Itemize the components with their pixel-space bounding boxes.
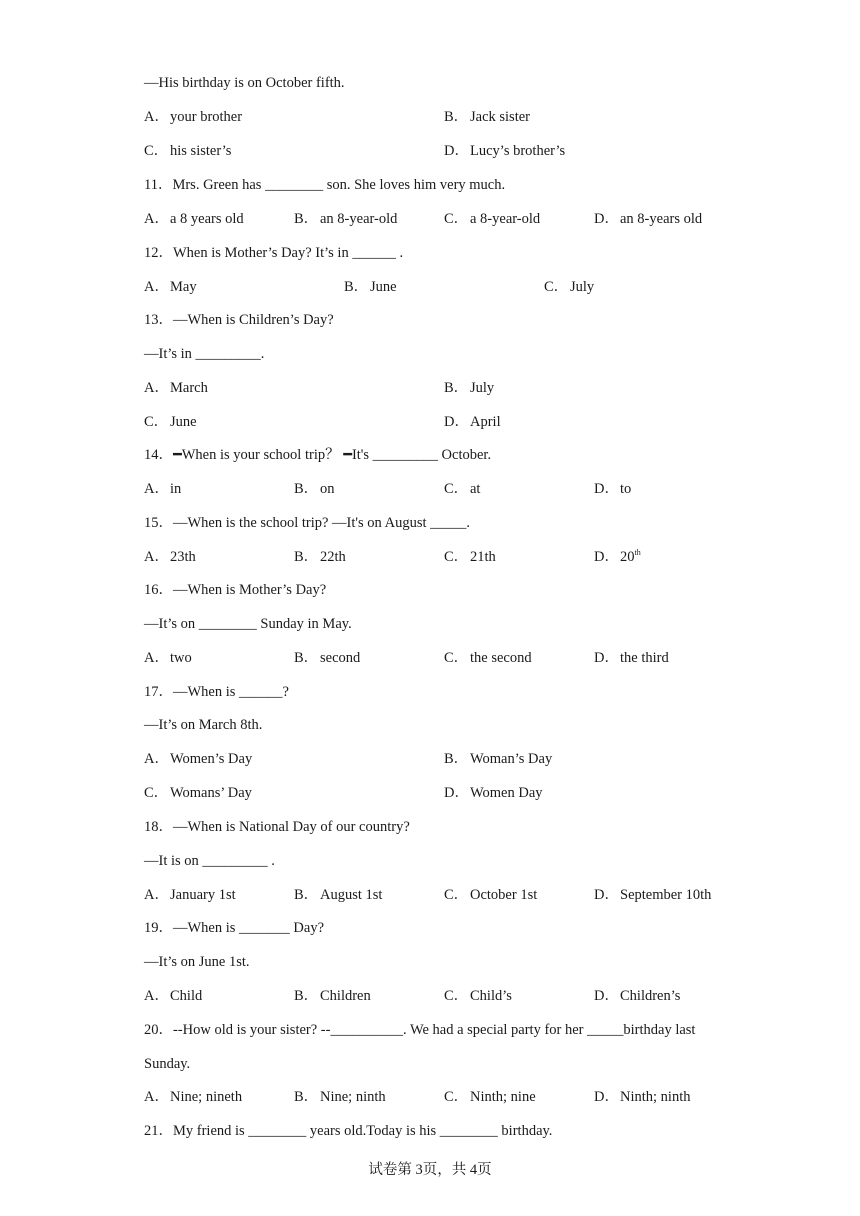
q10-option-b: B． Jack sister	[444, 109, 530, 125]
q10-answer-line: —His birthday is on October fifth.	[144, 75, 345, 91]
q20-stem: 20．--How old is your sister? --__________. We had a special party for her _____birthday last	[144, 1022, 696, 1038]
q13-option-b: B． July	[444, 380, 495, 396]
q11-option-a: A．a 8 years old	[144, 211, 244, 227]
q18-stem: 18．—When is National Day of our country?	[144, 819, 410, 835]
q15-option-b: B． 22th	[294, 549, 346, 565]
q20-option-c: C． Ninth; nine	[444, 1089, 536, 1105]
q16-answer-line: —It’s on ________ Sunday in May.	[144, 616, 352, 632]
q16-option-a: A．two	[144, 650, 192, 666]
q13-option-a: A．March	[144, 380, 208, 396]
q17-answer-line: —It’s on March 8th.	[144, 717, 263, 733]
q14-option-b: B． on	[294, 481, 335, 497]
q18-answer-line: —It is on _________ .	[144, 853, 275, 869]
q12-option-a: A．May	[144, 279, 197, 295]
page-footer: 试卷第 3页，共 4页	[368, 1162, 492, 1178]
q15-option-c: C． 21th	[444, 549, 496, 565]
q20-option-d: D．Ninth; ninth	[594, 1089, 691, 1105]
q11-option-d: D．an 8-years old	[594, 211, 703, 227]
q17-option-c: C． Womans’ Day	[144, 785, 252, 801]
q17-option-b: B． Woman’s Day	[444, 751, 553, 767]
q16-stem: 16．—When is Mother’s Day?	[144, 582, 327, 598]
superscript-th: th	[634, 548, 641, 557]
q19-option-c: C． Child’s	[444, 988, 512, 1004]
q20-stem-continued: Sunday.	[144, 1056, 191, 1072]
q16-option-d: D．the third	[594, 650, 669, 666]
q18-option-b: B． August 1st	[294, 887, 383, 903]
q11-option-b: B． an 8-year-old	[294, 211, 398, 227]
q14-option-a: A．in	[144, 481, 182, 497]
q11-option-c: C． a 8-year-old	[444, 211, 541, 227]
q13-stem: 13．—When is Children’s Day?	[144, 312, 334, 328]
q18-option-d: D．September 10th	[594, 887, 712, 903]
q19-option-d: D．Children’s	[594, 988, 681, 1004]
q14-stem: 14．━When is your school trip？ ━It's _________ October.	[144, 447, 492, 463]
q10-option-c: C． his sister’s	[144, 143, 232, 159]
q17-stem: 17．—When is ______?	[144, 684, 289, 700]
q19-option-b: B． Children	[294, 988, 371, 1004]
q14-option-d: D．to	[594, 481, 632, 497]
q10-option-d: D．Lucy’s brother’s	[444, 143, 566, 159]
q17-option-d: D．Women Day	[444, 785, 543, 801]
q19-answer-line: —It’s on June 1st.	[144, 954, 250, 970]
q13-option-d: D．April	[444, 414, 501, 430]
q15-option-d: D．20th	[594, 548, 641, 565]
q13-answer-line: —It’s in _________.	[144, 346, 265, 362]
q20-option-b: B． Nine; ninth	[294, 1089, 386, 1105]
q12-option-c: C． July	[544, 279, 595, 295]
q18-option-a: A．January 1st	[144, 887, 236, 903]
q12-option-b: B． June	[344, 279, 397, 295]
q16-option-c: C． the second	[444, 650, 532, 666]
q21-stem: 21．My friend is ________ years old.Today is his ________ birthday.	[144, 1123, 553, 1139]
q17-option-a: A．Women’s Day	[144, 751, 253, 767]
q19-stem: 19．—When is _______ Day?	[144, 920, 325, 936]
q14-option-c: C． at	[444, 481, 481, 497]
q15-option-a: A．23th	[144, 549, 196, 565]
q15-stem: 15．—When is the school trip? —It's on August _____.	[144, 515, 471, 531]
q18-option-c: C． October 1st	[444, 887, 538, 903]
q10-option-a: A．your brother	[144, 109, 243, 125]
q19-option-a: A．Child	[144, 988, 203, 1004]
q11-stem: 11．Mrs. Green has ________ son. She loves him very much.	[144, 177, 506, 193]
q16-option-b: B． second	[294, 650, 361, 666]
q13-option-c: C． June	[144, 414, 197, 430]
q12-stem: 12．When is Mother’s Day? It’s in ______ .	[144, 245, 404, 261]
q20-option-a: A．Nine; nineth	[144, 1089, 243, 1105]
